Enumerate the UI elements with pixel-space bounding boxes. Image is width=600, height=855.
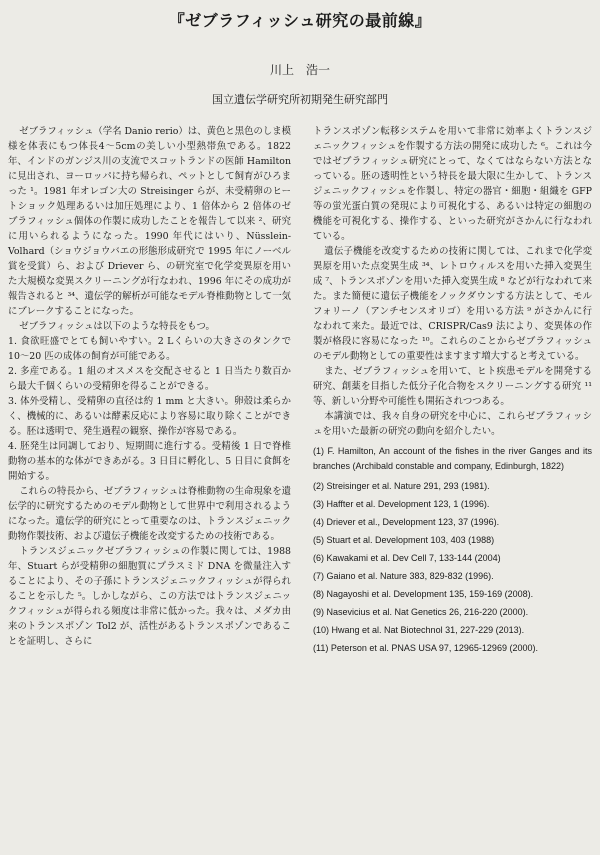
- paper-title: 『ゼブラフィッシュ研究の最前線』: [168, 11, 432, 30]
- feature-item-2: 2. 多産である。1 組のオスメスを交配させると 1 日当たり数百から最大千個くらいの受精卵を得ることができる。: [8, 366, 291, 392]
- reference-10: (10) Hwang et al. Nat Biotechnol 31, 227-229 (2013).: [313, 625, 525, 635]
- reference-8: (8) Nagayoshi et al. Development 135, 159-169 (2008).: [313, 589, 534, 599]
- features-intro: ゼブラフィッシュは以下のような特長をもつ。: [19, 321, 215, 332]
- author-affiliation: 国立遺伝学研究所初期発生研究部門: [212, 93, 388, 106]
- disease-model-paragraph: また、ゼブラフィッシュを用いて、ヒト疾患モデルを開発する研究、創薬を目指した低分子化合物をスクリーニングする研究 ¹¹ 等、新しい分野や可能性も開拓されつつある。: [313, 366, 592, 407]
- transgenic-paragraph: トランスジェニックゼブラフィッシュの作製に関しては、1988 年、Stuart らが受精卵の細胞質にプラスミド DNA を微量注入することにより、その子孫にトランスジェニックフィッシュが得られることを示した ⁵。しかしながら、この方法ではトランスジェニックフィッシュが得られる頻度は非常に低かった。我々は、メダカ由来のトランスポゾン Tol2 が、活性があるトランスポゾンであることを証明し、さらに: [8, 546, 291, 647]
- references-list: [313, 444, 592, 657]
- gene-function-paragraph: 遺伝子機能を改変するための技術に関しては、これまで化学変異原を用いた点変異生成 ³⁴、レトロウィルスを用いた挿入変異生成 ⁷、トランスポゾンを用いた挿入変異生成 ⁸ などが行なわれて来た。また簡便に遺伝子機能をノックダウンする方法として、モルフォリーノ（アンチセンスオリゴ）を用いる方法 ⁹ がさかんに行なわれて来た。最近では、CRISPR/Cas9 法により、変異体の作製が格段に容易になった ¹⁰。これらのことからゼブラフィッシュのモデル動物としての重要性はますます増大すると考えている。: [313, 246, 592, 362]
- intro-paragraph: ゼブラフィッシュ（学名 Danio rerio）は、黄色と黒色のしま模様を体表にもつ体長4〜5cmの美しい小型熱帯魚である。1822 年、インドのガンジス川の支流でスコットランドの医師 Hamilton に見出され、ヨーロッパに持ち帰られ、ペットとして飼育がひろまった ¹。1981 年オレゴン大の Streisinger らが、未受精卵のヒートショック処理あるいは加圧処理により、1 倍体から 2 倍体のゼブラフィッシュ個体の作製に成功したことを報告して以来 ²、研究に用いられるようになった。1990 年代にはいり、Nüsslein-Volhard（ショウジョウバエの形態形成研究で 1995 年にノーベル賞を受賞）ら、および Driever ら、の研究室で化学変異原を用いた大規模な変異スクリーニングが行なわれ、1996 年にその成功が報告されると ³⁴、遺伝学的解析が可能なモデル脊椎動物として一気にブレークすることになった。: [8, 126, 291, 317]
- feature-item-1: 1. 食欲旺盛でとても飼いやすい。2 Lくらいの大きさのタンクで 10〜20 匹の成体の飼育が可能である。: [8, 336, 291, 362]
- right-column: [313, 124, 592, 657]
- reference-7: (7) Gaiano et al. Nature 383, 829-832 (1996).: [313, 571, 494, 581]
- reference-1: (1) F. Hamilton, An account of the fishes in the river Ganges and its branches (Archibald constable and company, Edinburgh, 1822): [313, 446, 592, 471]
- model-organism-paragraph: これらの特長から、ゼブラフィッシュは脊椎動物の生命現象を遺伝学的に研究するためのモデル動物として世界中で利用されるようになった。遺伝学的研究にとって重要なのは、トランスジェニック動物作製技術、および遺伝子機能を改変するための技術である。: [8, 486, 291, 542]
- transposon-paragraph: トランスポゾン転移システムを用いて非常に効率よくトランスジェニックフィッシュを作製する方法の開発に成功した ⁶。これは今ではゼブラフィッシュ研究にとって、なくてはならない方法となっている。胚の透明性という特長を最大限に生かして、トランスジェニックフィッシュを作製し、特定の器官・細胞・組織を GFP 等の蛍光蛋白質の発現により可視化する、あるいは特定の細胞の機能を可視化する、操作する、といった研究がさかんに行なわれている。: [313, 126, 592, 242]
- left-column: [8, 124, 291, 649]
- reference-2: (2) Streisinger et al. Nature 291, 293 (1981).: [313, 481, 490, 491]
- reference-9: (9) Nasevicius et al. Nat Genetics 26, 216-220 (2000).: [313, 607, 529, 617]
- reference-4: (4) Driever et al., Development 123, 37 (1996).: [313, 517, 500, 527]
- reference-11: (11) Peterson et al. PNAS USA 97, 12965-12969 (2000).: [313, 643, 538, 653]
- reference-5: (5) Stuart et al. Development 103, 403 (1988): [313, 535, 495, 545]
- lecture-paragraph: 本講演では、我々自身の研究を中心に、これらゼブラフィッシュを用いた最新の研究の動向を紹介したい。: [313, 411, 592, 437]
- feature-item-3: 3. 体外受精し、受精卵の直径は約 1 mm と大きい。卵殻は柔らかく、機械的に、あるいは酵素反応により容易に取り除くことができる。胚は透明で、発生過程の観察、操作が容易である。: [8, 396, 291, 437]
- feature-item-4: 4. 胚発生は同調しており、短期間に進行する。受精後 1 日で脊椎動物の基本的な体ができあがる。3 日目に孵化し、5 日目に食餌を開始する。: [8, 441, 291, 482]
- reference-6: (6) Kawakami et al. Dev Cell 7, 133-144 (2004): [313, 553, 501, 563]
- reference-3: (3) Haffter et al. Development 123, 1 (1996).: [313, 499, 490, 509]
- author-name: 川上 浩一: [269, 63, 330, 77]
